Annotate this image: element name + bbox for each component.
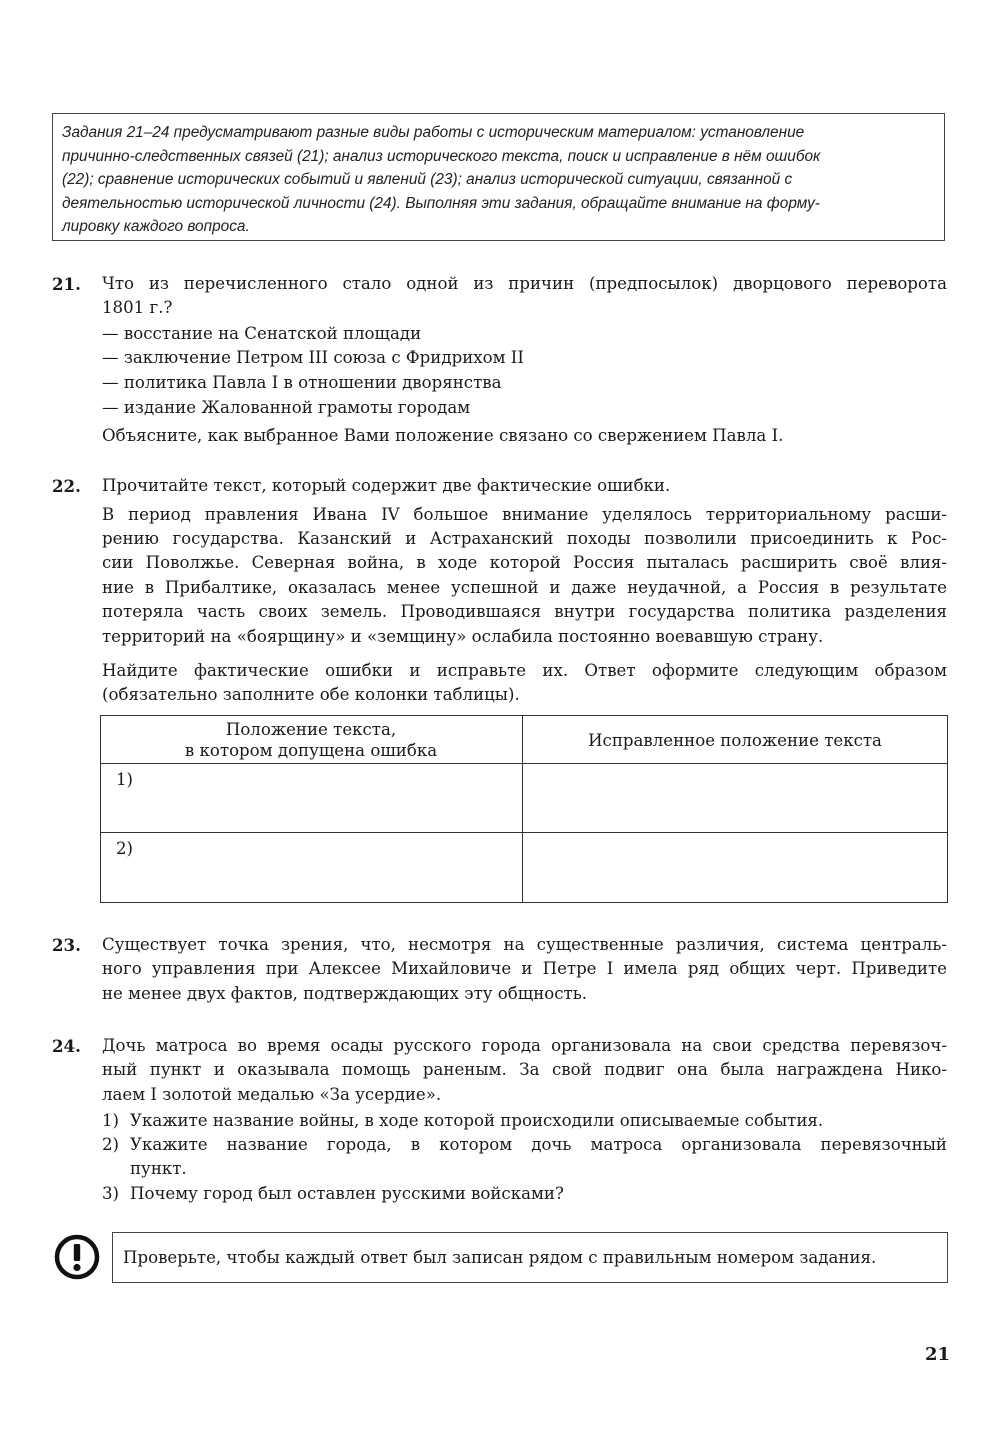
q24-item-line: Укажите название войны, в ходе которой происходили описываемые события. [130,1111,824,1130]
answer-table [100,715,948,903]
table-header-divider [100,763,948,764]
q22-text-line: сии Поволжье. Северная война, в ходе которой Россия пыталась расширить своё влия- [102,553,947,572]
q21-question-line: 1801 г.? [102,298,173,317]
q21-option: — издание Жалованной грамоты городам [102,398,471,417]
table-border-right [947,715,948,903]
q23-line: ного управления при Алексее Михайловиче и Петре I имела ряд общих черт. Приведите [102,959,947,978]
q24-number: 24. [52,1036,81,1056]
q22-text-line: потеряла часть своих земель. Проводившаяся внутри государства политика разделения [102,602,947,621]
intro-box [52,113,945,241]
q21-option: — заключение Петром III союза с Фридрихом II [102,348,524,367]
q24-item-number: 2) [102,1135,120,1154]
q22-number: 22. [52,476,81,496]
intro-line: лировку каждого вопроса. [62,218,250,235]
table-border-bottom [100,902,948,903]
table-row-number: 2) [116,839,134,858]
q24-item-line: Укажите название города, в котором дочь матроса организовала перевязочный [130,1135,947,1154]
intro-line: деятельностью исторической личности (24). Выполняя эти задания, обращайте внимание на форму- [62,194,820,212]
q23-line: Существует точка зрения, что, несмотря на существенные различия, система централь- [102,935,947,954]
q22-instruction-line: (обязательно заполните обе колонки таблицы). [102,685,520,704]
q21-instruction: Объясните, как выбранное Вами положение связано со свержением Павла I. [102,426,784,445]
q24-line: лаем I золотой медалью «За усердие». [102,1085,442,1104]
q21-option: — политика Павла I в отношении дворянства [102,373,502,392]
table-header-right: Исправленное положение текста [588,731,882,750]
q22-prompt: Прочитайте текст, который содержит две фактические ошибки. [102,476,671,495]
q24-item-line: Почему город был оставлен русскими войсками? [130,1184,564,1203]
intro-line: Задания 21–24 предусматривают разные виды работы с историческим материалом: установление [62,124,805,141]
q22-text-line: ние в Прибалтике, оказалась менее успешной и даже неудачной, а Россия в результате [102,578,947,597]
table-header-left-line: Положение текста, [225,720,397,739]
intro-line: (22); сравнение исторических событий и явлений (23); анализ исторической ситуации, связанной с [62,171,793,188]
table-header-left-line: в котором допущена ошибка [184,741,438,760]
q24-item-line: пункт. [130,1159,187,1178]
q23-number: 23. [52,935,81,955]
q24-line: ный пункт и оказывала помощь раненым. За свой подвиг она была награждена Нико- [102,1060,947,1079]
table-row-divider [100,832,948,833]
page-number: 21 [925,1344,951,1365]
q23-line: не менее двух фактов, подтверждающих эту общность. [102,984,588,1003]
exclamation-circle-icon [54,1234,100,1280]
q24-line: Дочь матроса во время осады русского города организовала на свои средства перевязоч- [102,1036,947,1055]
q21-question-line: Что из перечисленного стало одной из причин (предпосылок) дворцового переворота [102,274,947,293]
table-row-number: 1) [116,770,134,789]
q22-text-line: территорий на «боярщину» и «земщину» ослабила постоянно воевавшую страну. [102,627,824,646]
warning-box [112,1232,948,1283]
warning-text: Проверьте, чтобы каждый ответ был записан рядом с правильным номером задания. [123,1248,877,1267]
table-header-left [100,719,522,761]
q24-item-number: 3) [102,1184,120,1203]
intro-line: причинно-следственных связей (21); анализ исторического текста, поиск и исправление в нём ошибок [62,147,821,165]
q22-text-line: В период правления Ивана IV большое внимание уделялось территориальному расши- [102,505,947,524]
q22-instruction-line: Найдите фактические ошибки и исправьте их. Ответ оформите следующим образом [102,661,947,680]
q21-number: 21. [52,274,81,294]
table-border-top [100,715,948,716]
q22-text-line: рению государства. Казанский и Астраханский походы позволили присоединить к Рос- [102,529,947,548]
q24-item-number: 1) [102,1111,120,1130]
q21-option: — восстание на Сенатской площади [102,324,422,343]
